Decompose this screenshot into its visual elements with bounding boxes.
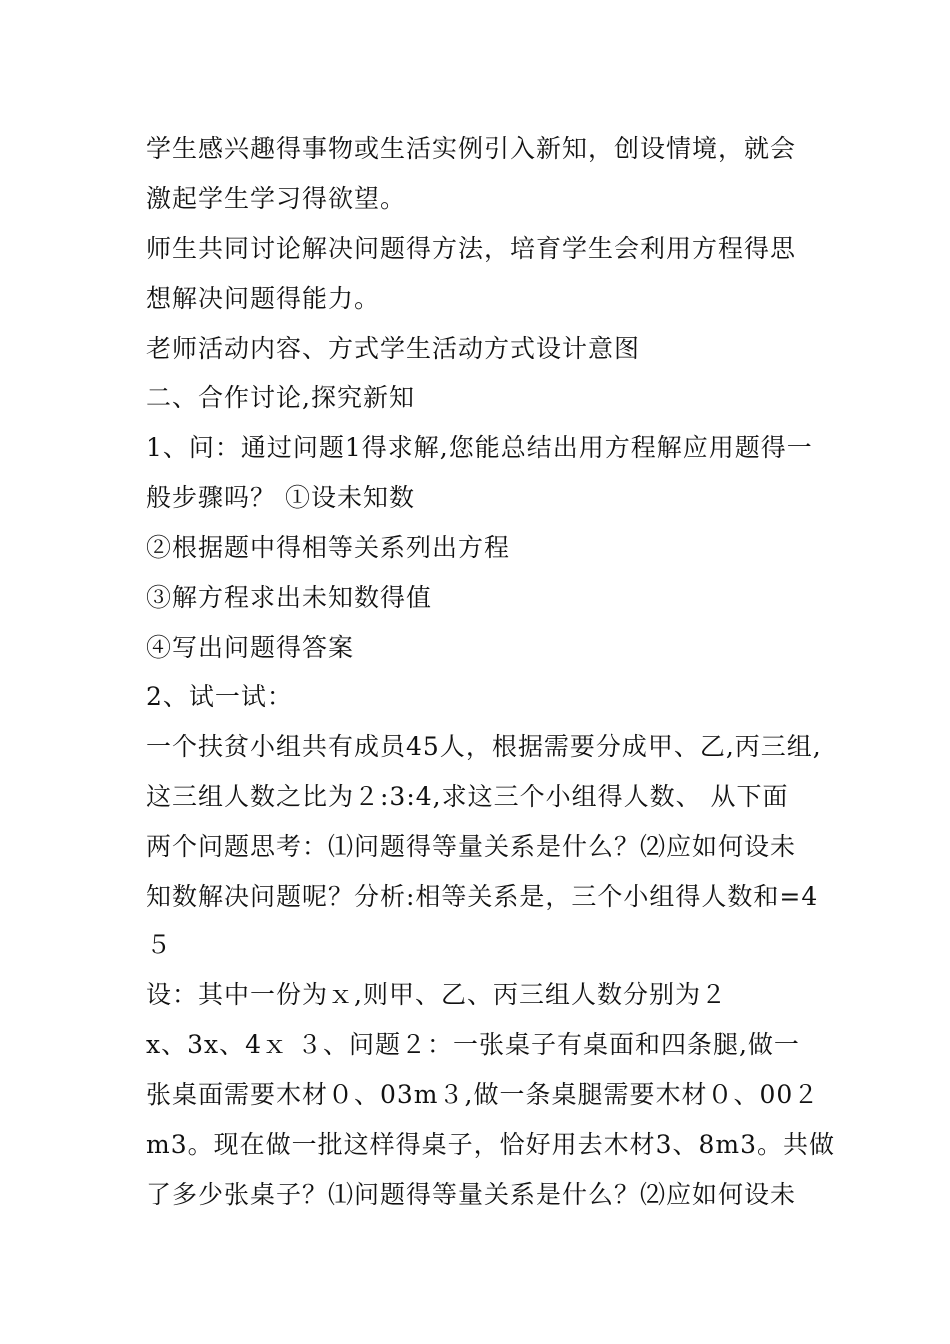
step-item: ③解方程求出未知数得值 [146, 583, 433, 612]
text-line: 激起学生学习得欲望。 [146, 184, 407, 213]
text-line: 这三组人数之比为２:3:4,求这三个小组得人数、 从下面 [146, 782, 789, 811]
step-item: ②根据题中得相等关系列出方程 [146, 533, 511, 562]
text-line: 般步骤吗？ ①设未知数 [146, 483, 415, 512]
text-line: 设：其中一份为ｘ,则甲、乙、丙三组人数分别为２ [146, 980, 727, 1009]
text-line: x、3x、4ｘ ３、问题２：一张桌子有桌面和四条腿,做一 [146, 1030, 800, 1059]
text-line: 了多少张桌子？⑴问题得等量关系是什么？⑵应如何设未 [146, 1180, 797, 1209]
section-heading: 二、合作讨论,探究新知 [146, 383, 415, 412]
text-line: 师生共同讨论解决问题得方法，培育学生会利用方程得思 [146, 234, 797, 263]
text-line: 1、问：通过问题1得求解,您能总结出用方程解应用题得一 [146, 433, 813, 462]
text-line: ５ [146, 930, 173, 959]
text-line: m3。现在做一批这样得桌子，恰好用去木材3、8m3。共做 [146, 1130, 836, 1159]
text-line: 张桌面需要木材０、03m３,做一条桌腿需要木材０、00２ [146, 1080, 820, 1109]
text-line: 学生感兴趣得事物或生活实例引入新知，创设情境，就会 [146, 134, 797, 163]
step-item: ④写出问题得答案 [146, 633, 355, 662]
text-line: 2、试一试： [146, 682, 293, 711]
text-line: 知数解决问题呢？分析:相等关系是，三个小组得人数和=4 [146, 882, 819, 911]
text-line: 两个问题思考：⑴问题得等量关系是什么？⑵应如何设未 [146, 832, 797, 861]
text-line: 想解决问题得能力。 [146, 284, 381, 313]
text-line: 老师活动内容、方式学生活动方式设计意图 [146, 334, 641, 363]
text-line: 一个扶贫小组共有成员45人，根据需要分成甲、乙,丙三组, [146, 732, 822, 761]
